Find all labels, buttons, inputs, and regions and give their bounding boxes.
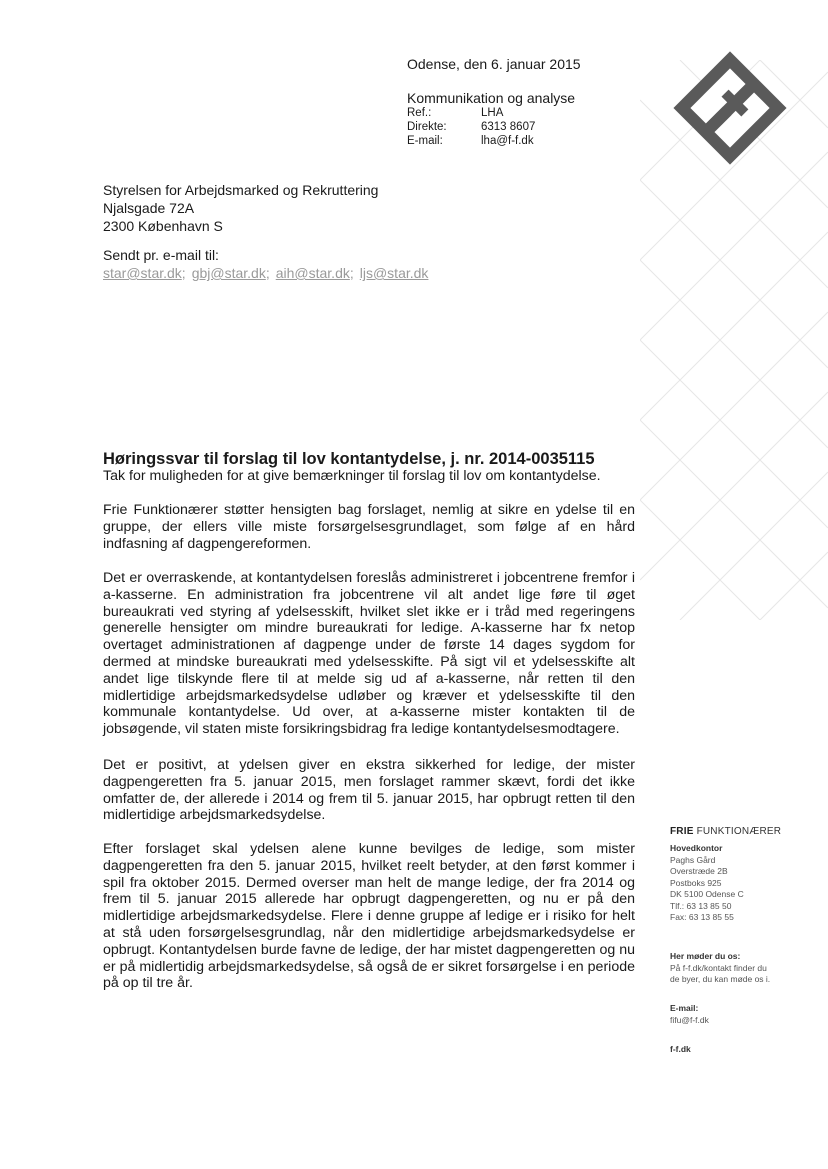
meta-label: Ref.: [407, 107, 432, 119]
sender-meta [407, 106, 535, 148]
meet-line: På f-f.dk/kontakt finder du [670, 962, 767, 973]
meta-label: Direkte: [407, 121, 447, 133]
email-separator: ; [265, 265, 270, 281]
email-link[interactable]: aih@star.dk [275, 265, 350, 281]
email-separator: ; [181, 265, 186, 281]
paragraph: Det er positivt, at ydelsen giver en ekstra sikkerhed for ledige, der mister dagpengeretten fra 5. januar 2015, men forslaget rammer skævt, fordi det ikke omfatter de, der allerede i 2014 og frem til 5. januar 2015, har opbrugt retten til den midlertidige arbejdsmarkedsydelse. [103, 757, 635, 824]
office-line: DK 5100 Odense C [670, 889, 744, 899]
frie-funktionaerer-logo [670, 48, 790, 168]
meta-ref-row [407, 106, 535, 120]
email-link[interactable]: star@star.dk [103, 265, 182, 281]
office-line: Paghs Gård [670, 854, 716, 865]
brand-bold: FRIE [670, 826, 694, 837]
office-heading: Hovedkontor [670, 843, 723, 853]
email-link[interactable]: gbj@star.dk [191, 265, 266, 281]
sidebar-meet [670, 951, 770, 986]
meta-value: LHA [481, 107, 504, 119]
office-line: Fax: 63 13 85 55 [670, 912, 734, 922]
meta-email-row [407, 134, 535, 148]
meet-heading: Her møder du os: [670, 951, 741, 961]
meta-label: E-mail: [407, 135, 443, 147]
email-heading: E-mail: [670, 1003, 699, 1013]
meta-value: 6313 8607 [481, 121, 536, 133]
sent-to-label: Sendt pr. e-mail til: [103, 247, 219, 263]
office-line: Tlf.: 63 13 85 50 [670, 900, 732, 911]
department-name: Kommunikation og analyse [407, 90, 576, 106]
email-recipient-list [103, 264, 428, 282]
sent-to-block [103, 246, 428, 282]
recipient-address [103, 181, 378, 235]
letter-subtitle: Tak for muligheden for at give bemærkninger til forslag til lov om kontantydelse. [103, 468, 601, 484]
office-line: Overstræde 2B [670, 866, 728, 876]
letter-date: Odense, den 6. januar 2015 [407, 56, 581, 72]
email-separator: ; [349, 265, 354, 281]
sidebar-email [670, 1003, 709, 1026]
paragraph: Frie Funktionærer støtter hensigten bag forslaget, nemlig at sikre en ydelse til en gruppe, der ellers ville miste forsørgelsesgrundlaget, som følge af en hård indfasning af dagpengereformen. [103, 502, 635, 552]
letter-title: Høringssvar til forslag til lov kontantydelse, j. nr. 2014-0035115 [103, 450, 595, 468]
sidebar-email-address[interactable]: fifu@f-f.dk [670, 1014, 709, 1025]
sidebar-office [670, 843, 744, 924]
recipient-city: 2300 København S [103, 218, 223, 234]
meet-line: de byer, du kan møde os i. [670, 974, 771, 984]
office-line: Postboks 925 [670, 877, 722, 888]
paragraph: Det er overraskende, at kontantydelsen foreslås administreret i jobcentrene fremfor i a-kasserne. En administration fra jobcentrene vil alt andet lige føre til øget bureaukrati ved styring af ydelsesskift, hvilket slet ikke er i tråd med regeringens generelle hensigter om mindre bureaukrati for ledige. A-kasserne har fx netop overtaget administrationen af dagpenge under de første 14 dages sygdom for dermed at mindske bureaukrati med ydelsesskifte. På sigt vil et ydelsesskifte alt andet lige tilskynde flere til at melde sig ud af a-kasserne, når retten til den midlertidige arbejdsmarkedsydelse udløber og kræver et ydelsesskifte til den kommunale kontantydelse. Ud over, at a-kasserne mister kontakten til de jobsøgende, vil staten miste forsikringsbidrag fra ledige kontantydelsesmodtagere. [103, 570, 635, 738]
brand-rest: FUNKTIONÆRER [693, 826, 782, 837]
recipient-name: Styrelsen for Arbejdsmarked og Rekruttering [103, 182, 379, 198]
sidebar-brand [670, 826, 781, 838]
sidebar-website[interactable]: f-f.dk [670, 1044, 691, 1054]
meta-phone-row [407, 120, 535, 134]
meta-value: lha@f-f.dk [481, 135, 534, 147]
recipient-street: Njalsgade 72A [103, 200, 195, 216]
paragraph: Efter forslaget skal ydelsen alene kunne bevilges de ledige, som mister dagpengeretten fra den 5. januar 2015, hvilket reelt betyder, at den først kommer i spil fra oktober 2015. Dermed overser man helt de mange ledige, der fra 2014 og frem til 5. januar 2015 allerede har opbrugt dagpengeretten, og nu er på den midlertidige arbejdsmarkedsydelse. Flere i denne gruppe af ledige er i risiko for helt at stå uden forsørgelsesgrundlag, når den midlertidige arbejdsmarkedsydelse er opbrugt. Kontantydelsen burde favne de ledige, der har mistet dagpengeretten og nu er på midlertidig arbejdsmarkedsydelse, så også de er sikret forsørgelse i en periode på op til tre år. [103, 841, 635, 992]
email-link[interactable]: ljs@star.dk [359, 265, 429, 281]
